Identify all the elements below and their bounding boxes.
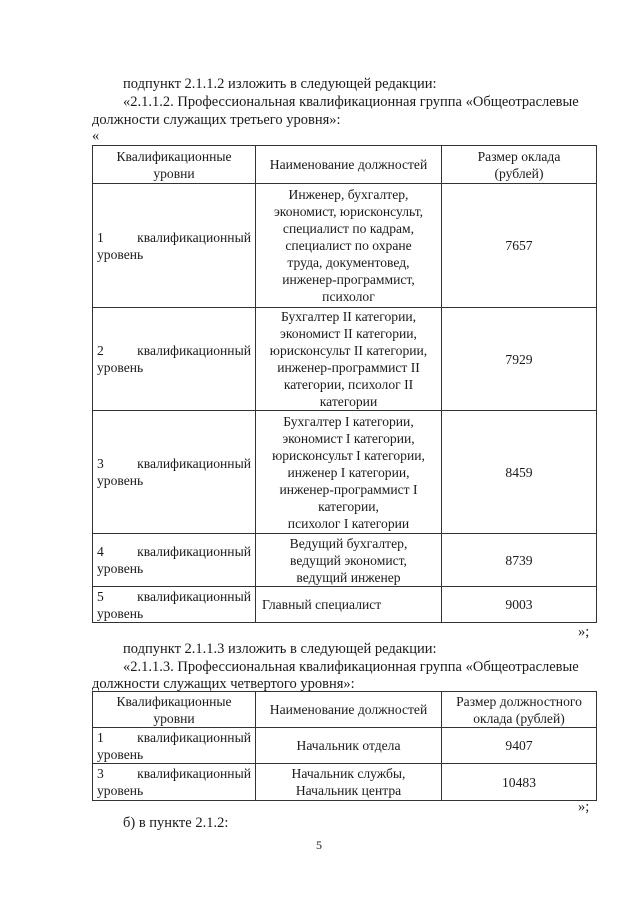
position-line: Главный специалист <box>262 597 382 612</box>
table-header-row <box>93 692 597 728</box>
position-line: Бухгалтер II категории, <box>280 309 417 324</box>
closing-quote-table1: »; <box>578 624 590 640</box>
position-line: специалист по охране <box>285 238 412 253</box>
qualification-level-cell: 4 квалификационный уровень <box>93 534 256 587</box>
position-line: ведущий экономист, <box>290 552 407 568</box>
salary-table-fourth-level <box>92 691 597 801</box>
qualification-level-cell: 5 квалификационный уровень <box>93 587 256 623</box>
open-quote-mark: « <box>92 128 100 144</box>
position-line: Начальник службы, <box>291 766 406 781</box>
header-salary: Размер оклада (рублей) <box>442 146 597 184</box>
header-qualification-levels: Квалификационные уровни <box>93 146 256 184</box>
position-line: специалист по кадрам, <box>282 221 415 236</box>
position-line: Ведущий бухгалтер, <box>289 535 408 551</box>
position-line: психолог I категории <box>287 515 410 531</box>
positions-cell <box>256 308 442 411</box>
positions-cell <box>256 411 442 534</box>
position-line: категории, психолог II <box>283 377 414 392</box>
table-header-row <box>93 146 597 184</box>
header-qualification-levels: Квалификационные уровни <box>93 692 256 728</box>
paragraph-group-title-line1: «2.1.1.2. Профессиональная квалификационная группа «Общеотраслевые <box>123 94 579 110</box>
position-line: ведущий инженер <box>296 569 401 585</box>
positions-cell <box>256 728 442 764</box>
position-line: труда, документовед, <box>287 255 410 270</box>
position-line: инженер-программист I <box>279 481 418 497</box>
closing-quote-table2: »; <box>578 799 590 815</box>
salary-cell: 9003 <box>442 587 597 623</box>
paragraph-subpoint-2-1-1-2: подпункт 2.1.1.2 изложить в следующей редакции: <box>123 76 437 92</box>
table-row <box>93 728 597 764</box>
salary-cell: 9407 <box>442 728 597 764</box>
position-line: категории, <box>318 498 379 514</box>
paragraph-subpoint-2-1-1-3: подпункт 2.1.1.3 изложить в следующей редакции: <box>123 641 437 657</box>
qualification-level-cell: 1 квалификационный уровень <box>93 728 256 764</box>
salary-cell: 8739 <box>442 534 597 587</box>
position-line: экономист II категории, <box>280 326 417 341</box>
position-line: инженер-программист II <box>277 360 420 375</box>
position-line: Начальник центра <box>295 783 402 798</box>
position-line: юрисконсульт I категории, <box>272 447 425 463</box>
salary-cell: 10483 <box>442 764 597 801</box>
position-line: инженер I категории, <box>287 464 410 480</box>
table-row <box>93 411 597 534</box>
salary-table-third-level <box>92 145 597 623</box>
header-position-names: Наименование должностей <box>256 146 442 184</box>
page-number: 5 <box>316 838 322 852</box>
position-line: юрисконсульт II категории, <box>269 343 428 358</box>
position-line: психолог <box>322 289 375 304</box>
paragraph-group-title-line2: должности служащих третьего уровня»: <box>92 112 341 128</box>
qualification-level-cell: 3 квалификационный уровень <box>93 411 256 534</box>
table-row <box>93 764 597 801</box>
qualification-level-cell: 2 квалификационный уровень <box>93 308 256 411</box>
paragraph-group4-title-line1: «2.1.1.3. Профессиональная квалификационная группа «Общеотраслевые <box>123 659 579 675</box>
table-row <box>93 184 597 308</box>
position-line: Инженер, бухгалтер, <box>288 187 409 202</box>
position-line: экономист I категории, <box>282 430 415 446</box>
positions-cell <box>256 184 442 308</box>
paragraph-point-2-1-2: б) в пункте 2.1.2: <box>123 815 229 831</box>
qualification-level-cell: 3 квалификационный уровень <box>93 764 256 801</box>
position-line: категории <box>319 394 378 409</box>
salary-cell: 8459 <box>442 411 597 534</box>
positions-cell <box>256 587 442 623</box>
qualification-level-cell: 1 квалификационный уровень <box>93 184 256 308</box>
positions-cell <box>256 534 442 587</box>
position-line: Бухгалтер I категории, <box>283 413 414 429</box>
position-line: экономист, юрисконсульт, <box>273 204 424 219</box>
salary-cell: 7929 <box>442 308 597 411</box>
table-row <box>93 587 597 623</box>
header-position-names: Наименование должностей <box>256 692 442 728</box>
position-line: инженер-программист, <box>282 272 415 287</box>
table-row <box>93 534 597 587</box>
positions-cell <box>256 764 442 801</box>
position-line: Начальник отдела <box>296 738 401 753</box>
paragraph-group4-title-line2: должности служащих четвертого уровня»: <box>92 676 355 692</box>
table-row <box>93 308 597 411</box>
header-salary: Размер должностного оклада (рублей) <box>442 692 597 728</box>
salary-cell: 7657 <box>442 184 597 308</box>
